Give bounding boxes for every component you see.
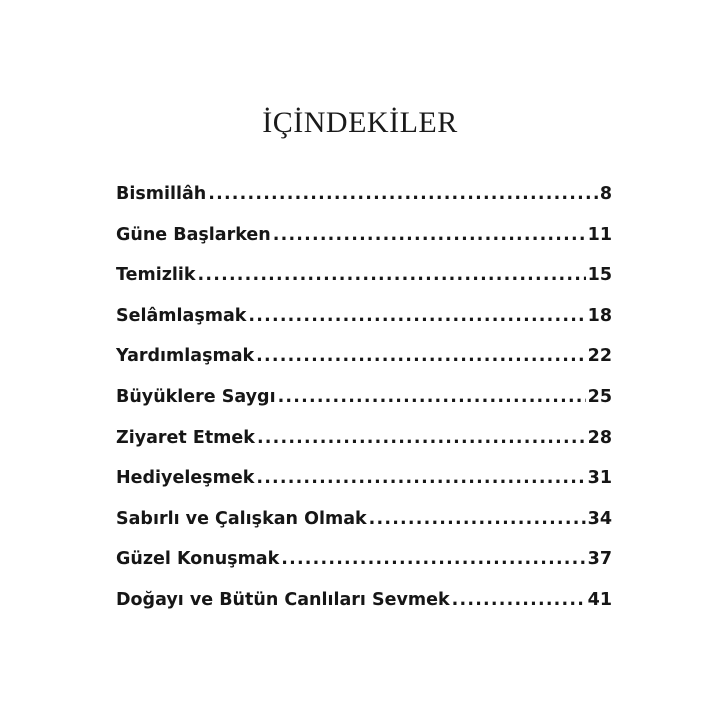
toc-entry-temizlik	[116, 265, 612, 306]
toc-page-number: 25	[587, 386, 612, 407]
dot-leader	[452, 590, 586, 610]
toc-page-number: 11	[587, 224, 612, 245]
toc-entry-label: Yardımlaşmak	[116, 346, 255, 367]
toc-entry-label: Güne Başlarken	[116, 224, 271, 245]
dot-leader	[248, 306, 585, 326]
dot-leader	[281, 549, 585, 569]
toc-page-number: 22	[587, 346, 612, 367]
toc-page-number: 31	[587, 468, 612, 489]
toc-page-number: 18	[587, 305, 612, 326]
dot-leader	[257, 428, 586, 448]
toc-entry-selamlasmak	[116, 306, 612, 347]
toc-entry-dogayi-ve-butun-canlilari-sevmek	[116, 590, 612, 631]
toc-page-number: 8	[599, 184, 612, 204]
toc-entry-sabirli-ve-caliskan-olmak	[116, 509, 612, 550]
toc-entry-ziyaret-etmek	[116, 428, 612, 469]
toc-entry-bismillah	[116, 184, 612, 225]
toc-page-number: 41	[587, 589, 612, 610]
toc-page-number: 37	[587, 549, 612, 570]
dot-leader	[256, 346, 585, 366]
toc-entry-guzel-konusmak	[116, 549, 612, 590]
toc-entry-label: Hediyeleşmek	[116, 468, 255, 489]
dot-leader	[198, 265, 586, 285]
page-title: İÇİNDEKİLER	[262, 106, 458, 140]
toc-entry-label: Selâmlaşmak	[116, 305, 247, 326]
toc-page-number: 34	[587, 508, 612, 529]
toc-entry-label: Bismillâh	[116, 184, 207, 204]
toc-entry-buyuklere-saygi	[116, 387, 612, 428]
toc-entry-label: Ziyaret Etmek	[116, 427, 255, 448]
toc-entry-hediyelesmek	[116, 468, 612, 509]
dot-leader	[208, 184, 598, 204]
toc-entry-label: Temizlik	[116, 265, 196, 286]
toc-entry-label: Doğayı ve Bütün Canlıları Sevmek	[116, 589, 450, 610]
dot-leader	[273, 225, 586, 245]
toc-entry-yardimlasmak	[116, 346, 612, 387]
dot-leader	[278, 387, 586, 407]
toc-entry-label: Güzel Konuşmak	[116, 549, 280, 570]
dot-leader	[256, 468, 585, 488]
toc-page-number: 15	[587, 265, 612, 286]
dot-leader	[369, 509, 586, 529]
toc-entry-gune-baslarken	[116, 225, 612, 266]
toc-page-number: 28	[587, 427, 612, 448]
toc-entry-label: Sabırlı ve Çalışkan Olmak	[116, 508, 367, 529]
toc-entry-label: Büyüklere Saygı	[116, 386, 276, 407]
table-of-contents	[116, 184, 612, 631]
